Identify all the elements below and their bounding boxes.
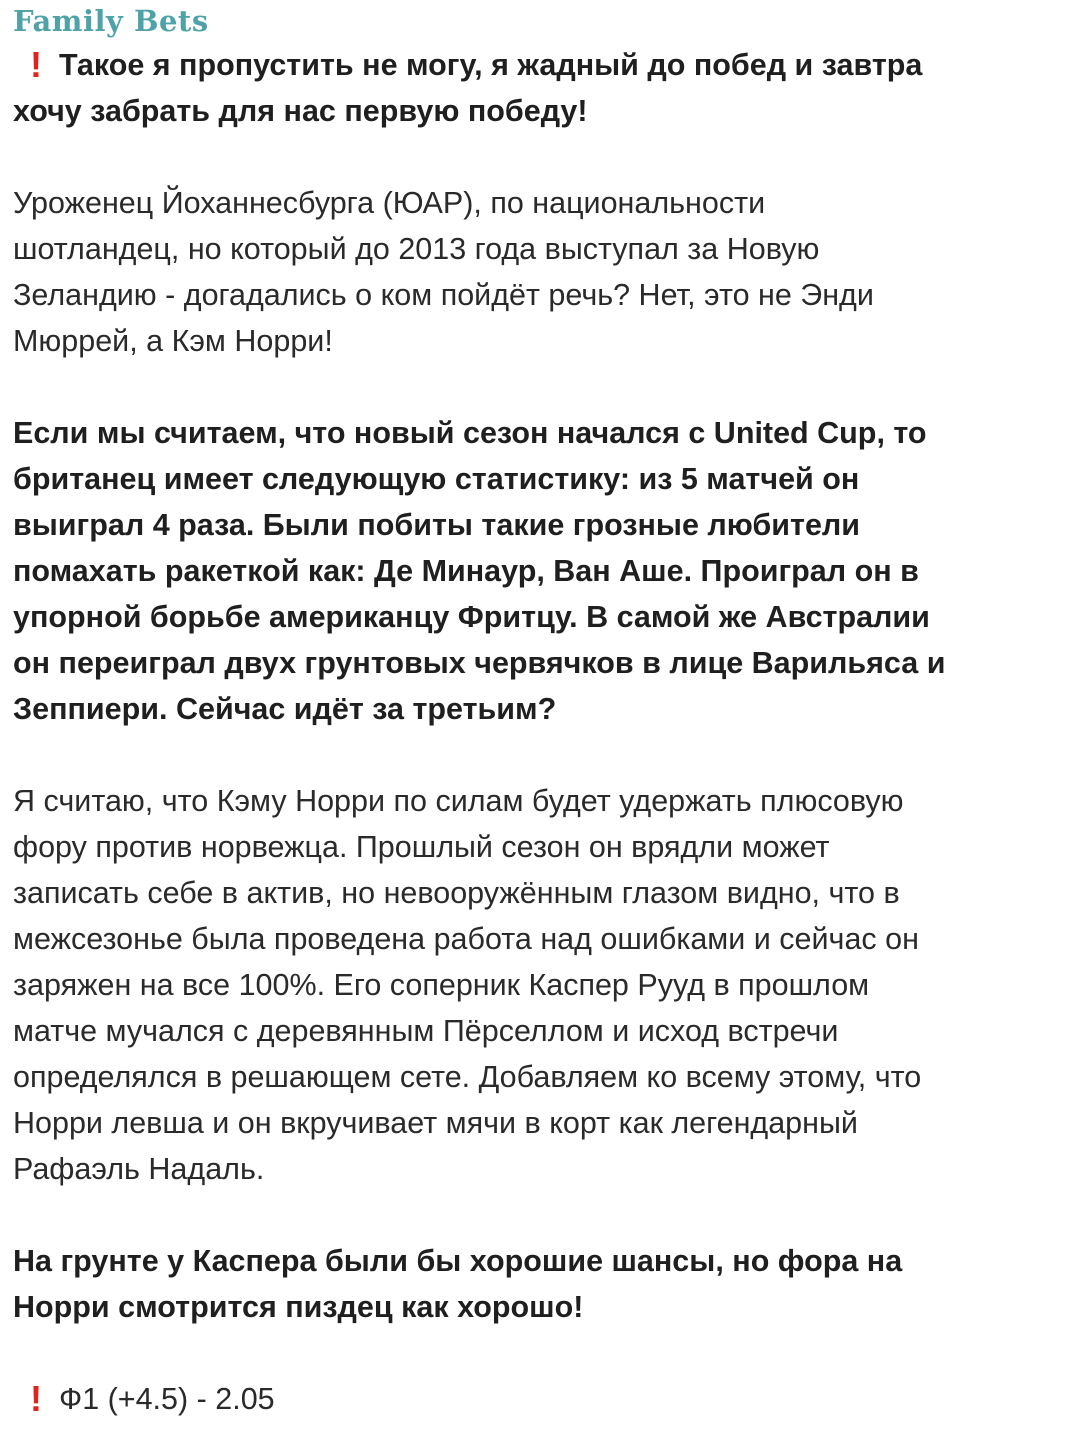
bet-label: Ф1 (+4.5) - 2.05	[59, 1382, 275, 1416]
paragraph-analysis: Я считаю, что Кэму Норри по силам будет удержать плюсовую фору против норвежца. Прошлый сезон он врядли может записать себе в актив, но невооружённым глазом видно, что в межсезонье была проведена работа над ошибками и сейчас он заряжен на все 100%. Его соперник Каспер Рууд в прошлом матче мучался с деревянным Пёрселлом и исход встречи определялся в решающем сете. Добавляем ко всему этому, что Норри левша и он вкручивает мячи в корт как легендарный Рафаэль Надаль.	[13, 784, 922, 1186]
exclamation-icon: !	[30, 1378, 42, 1419]
intro-text	[13, 42, 1071, 134]
intro-label: Такое я пропустить не могу, я жадный до побед и завтра хочу забрать для нас первую победу!	[13, 48, 923, 128]
bet-line	[13, 1376, 1071, 1422]
paragraph-background: Уроженец Йоханнесбурга (ЮАР), по национальности шотландец, но который до 2013 года выступал за Новую Зеландию - догадались о ком пойдёт речь? Нет, это не Энди Мюррей, а Кэм Норри!	[13, 186, 874, 358]
paragraph-conclusion: На грунте у Каспера были бы хорошие шансы, но фора на Норри смотрится пиздец как хорошо!	[13, 1244, 903, 1324]
message-post	[13, 0, 1071, 1422]
channel-name[interactable]: Family Bets	[13, 4, 209, 38]
paragraph-statistics: Если мы считаем, что новый сезон начался с United Cup, то британец имеет следующую статистику: из 5 матчей он выиграл 4 раза. Были побиты такие грозные любители помахать ракеткой как: Де Минаур, Ван Аше. Проиграл он в упорной борьбе американцу Фритцу. В самой же Австралии он переиграл двух грунтовых червячков в лице Варильяса и Зеппиери. Сейчас идёт за третьим?	[13, 416, 946, 726]
exclamation-icon: !	[30, 44, 42, 85]
